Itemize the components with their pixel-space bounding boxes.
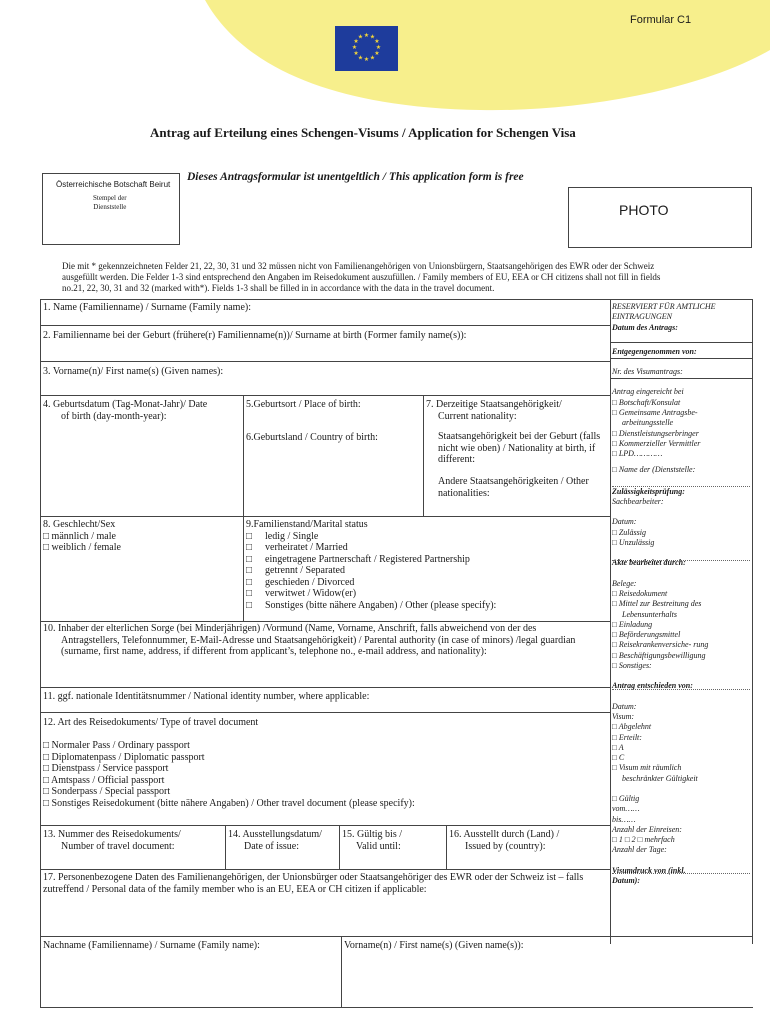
datum-2: Datum: <box>612 701 637 711</box>
visumdruck-line1: Visumdruck von (inkl. <box>612 865 686 875</box>
anzahl-einreisen: Anzahl der Einreisen: <box>612 824 682 834</box>
field-4-date-of-birth[interactable] <box>43 399 207 422</box>
entgegengenommen: Entgegengenommen von: <box>612 346 697 356</box>
field-15-valid-until[interactable] <box>342 829 402 852</box>
field-2-surname-at-birth[interactable]: 2. Familienname bei der Geburt (frühere(r) Familienname(n))/ Surname at birth (Former family name(s)): <box>43 330 467 341</box>
belege-opt-2[interactable]: □ Mittel zur Bestreitung des <box>612 599 702 609</box>
doc-option-ordinary[interactable]: □ Normaler Pass / Ordinary passport <box>43 740 190 751</box>
field-17-surname[interactable]: Nachname (Familienname) / Surname (Family name): <box>43 940 260 951</box>
checkbox-icon: □ <box>246 553 253 565</box>
sex-option-female[interactable]: □ weiblich / female <box>43 542 121 553</box>
zulaessigkeitspruefung: Zulässigkeitsprüfung: <box>612 486 685 496</box>
field-4-line2: of birth (day-month-year): <box>61 410 167 422</box>
field-13-line1: 13. Nummer des Reisedokuments/ <box>43 829 181 840</box>
visumdruck-line2: Datum): <box>612 876 640 886</box>
belege: Belege: <box>612 578 637 588</box>
marital-option-partnership[interactable] <box>246 554 496 566</box>
svg-text:★: ★ <box>375 44 382 51</box>
field-11-national-id[interactable]: 11. ggf. nationale Identitätsnummer / National identity number, where applicable: <box>43 691 370 702</box>
checkbox-icon: □ <box>246 565 253 576</box>
gueltig[interactable]: □ Gültig <box>612 793 640 803</box>
field-16-issued-by[interactable] <box>449 829 559 852</box>
field-16-line2: Issued by (country): <box>465 840 546 852</box>
field-10-line2: Antragstellers, Telefonnummer, E-Mail-Adresse und Staatsangehörigkeit) / Parental authority (in case of minors) /legal guardian <box>61 634 576 646</box>
sex-option-male[interactable]: □ männlich / male <box>43 530 116 542</box>
name-dienststelle[interactable]: □ Name der (Dienststelle: <box>612 464 696 474</box>
free-note: Dieses Antragsformular ist unentgeltlich / This application form is free <box>187 171 524 183</box>
einreisen-options[interactable]: □ 1 □ 2 □ mehrfach <box>612 835 675 845</box>
doc-option-diplomatic[interactable]: □ Diplomatenpass / Diplomatic passport <box>43 751 205 763</box>
marital-label: Sonstiges (bitte nähere Angaben) / Other (please specify): <box>265 599 497 611</box>
field-3-first-names[interactable]: 3. Vorname(n)/ First name(s) (Given names): <box>43 366 224 377</box>
stamp-label-line1: Stempel der <box>93 194 127 202</box>
field-9-title: 9.Familienstand/Marital status <box>246 519 368 530</box>
svg-text:★: ★ <box>374 38 380 45</box>
checkbox-icon: □ <box>246 588 253 599</box>
field-7-line2: Current nationality: <box>438 410 517 422</box>
field-15-line2: Valid until: <box>356 840 401 852</box>
nr-visumantrag: Nr. des Visumantrags: <box>612 367 683 377</box>
field-10-parental-authority[interactable] <box>43 623 575 658</box>
marital-option-separated[interactable] <box>246 565 496 577</box>
visum-opt-3[interactable]: □ A <box>612 742 624 752</box>
embassy-name: Österreichische Botschaft Beirut <box>56 180 171 189</box>
field-8-sex <box>43 519 121 554</box>
visum-opt-1[interactable]: □ Abgelehnt <box>612 722 652 732</box>
eingereicht: Antrag eingereicht bei <box>612 387 684 397</box>
eingereicht-opt-5[interactable]: □ Kommerzieller Vermittler <box>612 438 701 448</box>
belege-opt-7[interactable]: □ Beschäftigungsbewilligung <box>612 650 706 660</box>
field-7-birth-line1: Staatsangehörigkeit bei der Geburt (falls <box>438 431 601 442</box>
form-number: Formular C1 <box>630 14 692 26</box>
checkbox-icon: □ <box>246 530 253 542</box>
visum-opt-6: beschränkter Gültigkeit <box>622 773 698 783</box>
svg-text:★: ★ <box>363 32 370 39</box>
marital-label: verwitwet / Widow(er) <box>265 588 357 599</box>
belege-opt-4[interactable]: □ Einladung <box>612 619 653 629</box>
marital-label: ledig / Single <box>265 530 319 542</box>
intro-text <box>62 261 752 294</box>
marital-option-other[interactable] <box>246 600 496 612</box>
zulaessig-opt[interactable]: □ Zulässig <box>612 527 646 537</box>
field-7-other-line1: Andere Staatsangehörigkeiten / Other <box>438 476 589 487</box>
page-title: Antrag auf Erteilung eines Schengen-Visums / Application for Schengen Visa <box>150 125 576 140</box>
datum-1: Datum: <box>612 517 637 527</box>
field-7-nationality[interactable] <box>426 399 562 422</box>
marital-option-married[interactable] <box>246 542 496 554</box>
reserved-line2: EINTRAGUNGEN <box>612 312 672 322</box>
field-6-country-of-birth[interactable]: 6.Geburtsland / Country of birth: <box>246 432 378 443</box>
field-7-nationality-at-birth[interactable] <box>438 431 600 466</box>
eingereicht-opt-4[interactable]: □ Dienstleistungserbringer <box>612 428 699 438</box>
field-8-title: 8. Geschlecht/Sex <box>43 519 116 530</box>
svg-text:★: ★ <box>369 54 376 62</box>
field-14-line2: Date of issue: <box>244 840 299 852</box>
svg-text:★: ★ <box>353 38 359 45</box>
marital-label: geschieden / Divorced <box>265 576 355 588</box>
doc-option-special[interactable]: □ Sonderpass / Special passport <box>43 786 171 797</box>
svg-text:★: ★ <box>351 44 358 51</box>
belege-opt-5[interactable]: □ Beförderungsmittel <box>612 630 681 640</box>
eingereicht-opt-2[interactable]: □ Gemeinsame Antragsbe- <box>612 408 698 418</box>
visum: Visum: <box>612 711 635 721</box>
intro-line-1: Die mit * gekennzeichneten Felder 21, 22, 30, 31 und 32 müssen nicht von Familienangehörigen von Unionsbürgern, Staatsangehörigen des EWR oder der Schweiz <box>62 261 655 271</box>
belege-opt-3: Lebensunterhalts <box>622 609 677 619</box>
field-17-family-member <box>43 872 583 895</box>
intro-line-3: no.21, 22, 30, 31 and 32 (marked with*). Fields 1-3 shall be filled in in accordance with the data in the travel document. <box>62 283 495 293</box>
unzulaessig-opt[interactable]: □ Unzulässig <box>612 538 655 548</box>
field-7-birth-line3: different: <box>438 454 476 465</box>
doc-option-official[interactable]: □ Amtspass / Official passport <box>43 774 165 786</box>
doc-option-service[interactable]: □ Dienstpass / Service passport <box>43 763 169 774</box>
eingereicht-opt-3: arbeitungsstelle <box>622 418 674 428</box>
field-7-other-line2: nationalities: <box>438 487 490 499</box>
field-7-birth-line2: nicht wie oben) / Nationality at birth, if <box>438 442 596 454</box>
svg-text:★: ★ <box>363 56 370 63</box>
field-14-date-of-issue[interactable] <box>228 829 322 852</box>
marital-label: verheiratet / Married <box>265 542 348 553</box>
official-use-sidebar <box>612 302 750 886</box>
field-17-first-names[interactable]: Vorname(n) / First name(s) (Given name(s)): <box>344 940 524 951</box>
eingereicht-opt-6[interactable]: □ LPD………… <box>612 449 663 459</box>
field-5-place-of-birth[interactable]: 5.Geburtsort / Place of birth: <box>246 399 361 410</box>
belege-opt-6[interactable]: □ Reisekrankenversiche- rung <box>612 640 709 650</box>
sachbearbeiter: Sachbearbeiter: <box>612 497 664 507</box>
marital-label: eingetragene Partnerschaft / Registered Partnership <box>265 553 470 565</box>
field-17-line1: 17. Personenbezogene Daten des Familienangehörigen, der Unionsbürger oder Staatsangehöriger des EWR oder der Schweiz ist – falls <box>43 872 584 883</box>
field-12-travel-document-type: 12. Art des Reisedokuments/ Type of travel document <box>43 717 259 728</box>
field-1-surname[interactable]: 1. Name (Familienname) / Surname (Family name): <box>43 302 251 313</box>
visum-opt-5[interactable]: □ Visum mit räumlich <box>612 763 682 773</box>
intro-line-2: ausgefüllt werden. Die Felder 1-3 sind entsprechend den Angaben im Reisedokument auszufüllen. / Family members of EU, EEA or CH citizens shall not fill in fields <box>62 272 661 282</box>
checkbox-icon: □ <box>246 576 253 588</box>
visum-opt-4[interactable]: □ C <box>612 753 625 763</box>
svg-text:★: ★ <box>353 50 359 57</box>
anzahl-tage: Anzahl der Tage: <box>612 845 667 855</box>
marital-option-widowed[interactable] <box>246 588 496 600</box>
field-16-line1: 16. Ausstellt durch (Land) / <box>449 829 560 840</box>
eu-flag-icon <box>335 26 398 71</box>
field-9-marital-status <box>246 519 496 611</box>
field-13-document-number[interactable] <box>43 829 181 852</box>
marital-label: getrennt / Separated <box>265 565 345 576</box>
akte-bearbeitet: Akte bearbeitet durch: <box>612 558 686 568</box>
field-10-line1: 10. Inhaber der elterlichen Sorge (bei Minderjährigen) /Vormund (Name, Vorname, Anschrift, falls abweichend von der des <box>43 623 537 634</box>
reserved-line1: RESERVIERT FÜR AMTLICHE <box>612 302 716 311</box>
belege-opt-1[interactable]: □ Reisedokument <box>612 588 668 598</box>
gueltig-vom: vom…… <box>612 804 640 814</box>
field-13-line2: Number of travel document: <box>61 840 175 852</box>
field-10-line3: (surname, first name, address, if different from applicant’s, telephone no., e-mail address, and nationality): <box>61 646 487 657</box>
svg-text:★: ★ <box>357 54 364 62</box>
gueltig-bis: bis…… <box>612 814 636 824</box>
datum-antrag: Datum des Antrags: <box>612 322 678 332</box>
svg-text:★: ★ <box>374 50 380 57</box>
checkbox-icon: □ <box>246 599 253 611</box>
photo-label: PHOTO <box>619 202 669 218</box>
svg-text:★: ★ <box>369 33 376 41</box>
doc-option-other[interactable]: □ Sonstiges Reisedokument (bitte nähere Angaben) / Other travel document (please specify): <box>43 797 415 809</box>
travel-document-options <box>43 740 415 809</box>
field-7-other-nationalities[interactable] <box>438 476 589 499</box>
photo-box[interactable] <box>568 187 752 248</box>
stamp-box <box>42 173 180 245</box>
field-14-line1: 14. Ausstellungsdatum/ <box>228 829 322 840</box>
eingereicht-opt-1[interactable]: □ Botschaft/Konsulat <box>612 397 681 407</box>
checkbox-icon: □ <box>246 542 253 553</box>
field-4-line1: 4. Geburtsdatum (Tag-Monat-Jahr)/ Date <box>43 399 208 410</box>
marital-option-single[interactable] <box>246 531 496 543</box>
field-17-line2: zutreffend / Personal data of the family member who is an EU, EEA or CH citizen if applicable: <box>43 883 427 895</box>
field-7-line1: 7. Derzeitige Staatsangehörigkeit/ <box>426 399 562 410</box>
marital-option-divorced[interactable] <box>246 577 496 589</box>
belege-opt-8[interactable]: □ Sonstiges: <box>612 661 652 671</box>
stamp-label <box>93 194 127 212</box>
svg-text:★: ★ <box>357 33 364 41</box>
stamp-label-line2: Dienststelle <box>93 203 127 211</box>
visum-opt-2[interactable]: □ Erteilt: <box>612 732 642 742</box>
antrag-entschieden: Antrag entschieden von: <box>612 681 693 691</box>
field-15-line1: 15. Gültig bis / <box>342 829 403 840</box>
